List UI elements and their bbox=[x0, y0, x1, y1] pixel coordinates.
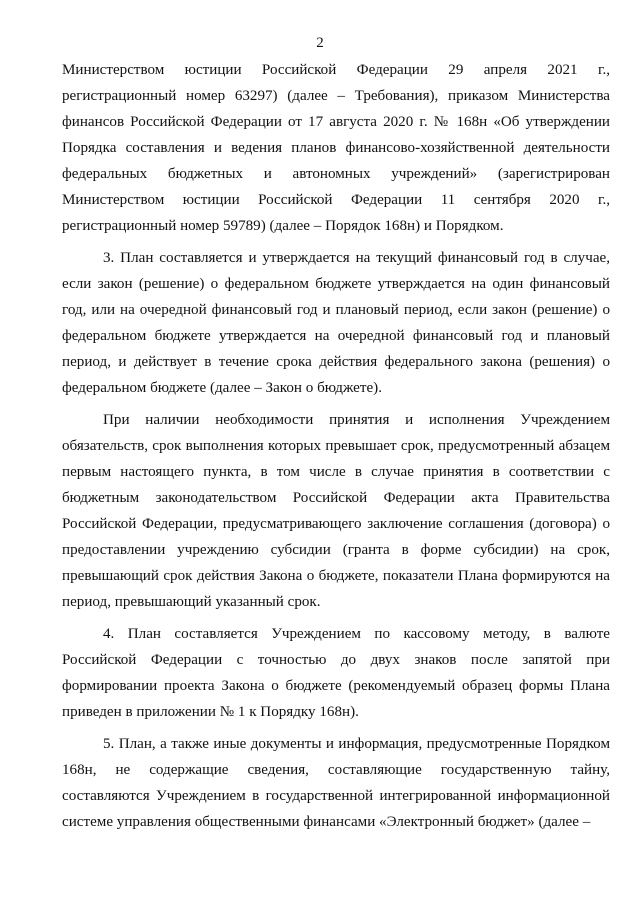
document-body bbox=[62, 57, 610, 835]
paragraph-item-5: 5. План, а также иные документы и информация, предусмотренные Порядком 168н, не содержащие сведения, составляющие государственную тайну, составляются Учреждением в государственной интегрированной информационной системе управления общественными финансами «Электронный бюджет» (далее – bbox=[62, 736, 610, 830]
paragraph-continuation: Министерством юстиции Российской Федерации 29 апреля 2021 г., регистрационный номер 63297) (далее – Требования), приказом Министерства финансов Российской Федерации от 17 августа 2020 г. № 168н «Об утверждении Порядка составления и ведения планов финансово-хозяйственной деятельности федеральных бюджетных и автономных учреждений» (зарегистрирован Министерством юстиции Российской Федерации 11 сентября 2020 г., регистрационный номер 59789) (далее – Порядок 168н) и Порядком. bbox=[62, 62, 610, 234]
page-number: 2 bbox=[316, 35, 324, 51]
paragraph-item-3-obligations: При наличии необходимости принятия и исполнения Учреждением обязательств, срок выполнения которых превышает срок, предусмотренный абзацем первым настоящего пункта, в том числе в случае принятия в соответствии с бюджетным законодательством Российской Федерации акта Правительства Российской Федерации, предусматривающего заключение соглашения (договора) о предоставлении учреждению субсидии (гранта в форме субсидии) на срок, превышающий срок действия Закона о бюджете, показатели Плана формируются на период, превышающий указанный срок. bbox=[62, 412, 610, 610]
paragraph-item-4: 4. План составляется Учреждением по кассовому методу, в валюте Российской Федерации с точностью до двух знаков после запятой при формировании проекта Закона о бюджете (рекомендуемый образец формы Плана приведен в приложении № 1 к Порядку 168н). bbox=[62, 626, 610, 720]
paragraph-item-3: 3. План составляется и утверждается на текущий финансовый год в случае, если закон (решение) о федеральном бюджете утверждается на один финансовый год, или на очередной финансовый год и плановый период, если закон (решение) о федеральном бюджете утверждается на очередной финансовый год и плановый период, и действует в течение срока действия федерального закона (решения) о федеральном бюджете (далее – Закон о бюджете). bbox=[62, 250, 610, 396]
